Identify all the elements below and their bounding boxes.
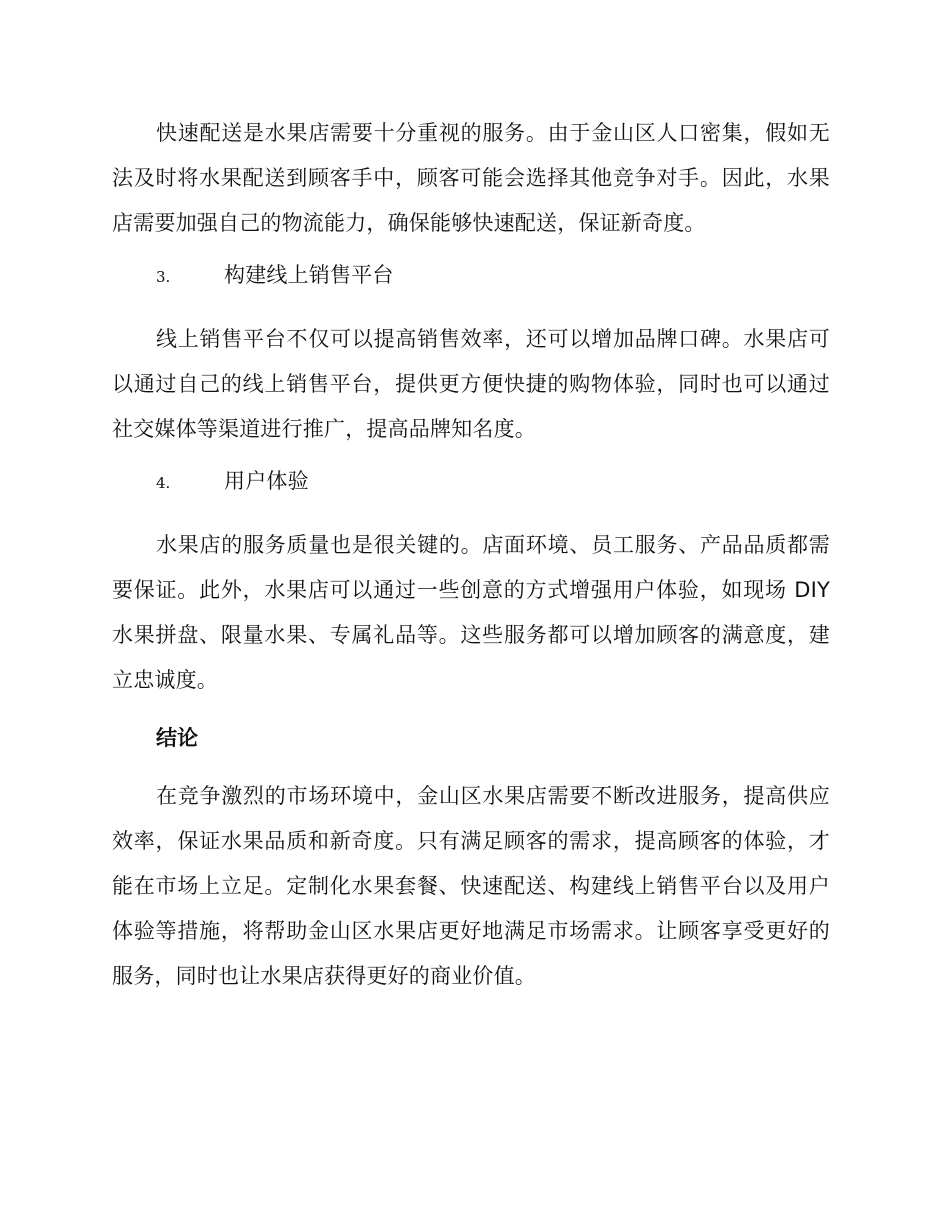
- paragraph-fast-delivery: 快速配送是水果店需要十分重视的服务。由于金山区人口密集，假如无法及时将水果配送到顾客手中，顾客可能会选择其他竞争对手。因此，水果店需要加强自己的物流能力，确保能够快速配送，保证新奇度。: [112, 121, 830, 235]
- list-title: 用户体验: [224, 469, 309, 493]
- paragraph-user-experience: 水果店的服务质量也是很关键的。店面环境、员工服务、产品品质都需要保证。此外，水果店可以通过一些创意的方式增强用户体验，如现场 DIY 水果拼盘、限量水果、专属礼品等。这些服务都可以增加顾客的满意度，建立忠诚度。: [112, 533, 830, 692]
- list-number: 3.: [156, 268, 171, 286]
- list-title: 构建线上销售平台: [224, 263, 394, 287]
- list-number: 4.: [156, 474, 171, 492]
- document-page: [112, 111, 830, 999]
- paragraph-online-platform: 线上销售平台不仅可以提高销售效率，还可以增加品牌口碑。水果店可以通过自己的线上销售平台，提供更方便快捷的购物体验，同时也可以通过社交媒体等渠道进行推广，提高品牌知名度。: [112, 327, 830, 441]
- list-item-online-platform: [112, 259, 830, 304]
- paragraph-conclusion: 在竞争激烈的市场环境中，金山区水果店需要不断改进服务，提高供应效率，保证水果品质和新奇度。只有满足顾客的需求，提高顾客的体验，才能在市场上立足。定制化水果套餐、快速配送、构建线上销售平台以及用户体验等措施，将帮助金山区水果店更好地满足市场需求。让顾客享受更好的服务，同时也让水果店获得更好的商业价值。: [112, 784, 830, 988]
- list-item-user-experience: [112, 465, 830, 510]
- conclusion-heading: 结论: [156, 726, 198, 750]
